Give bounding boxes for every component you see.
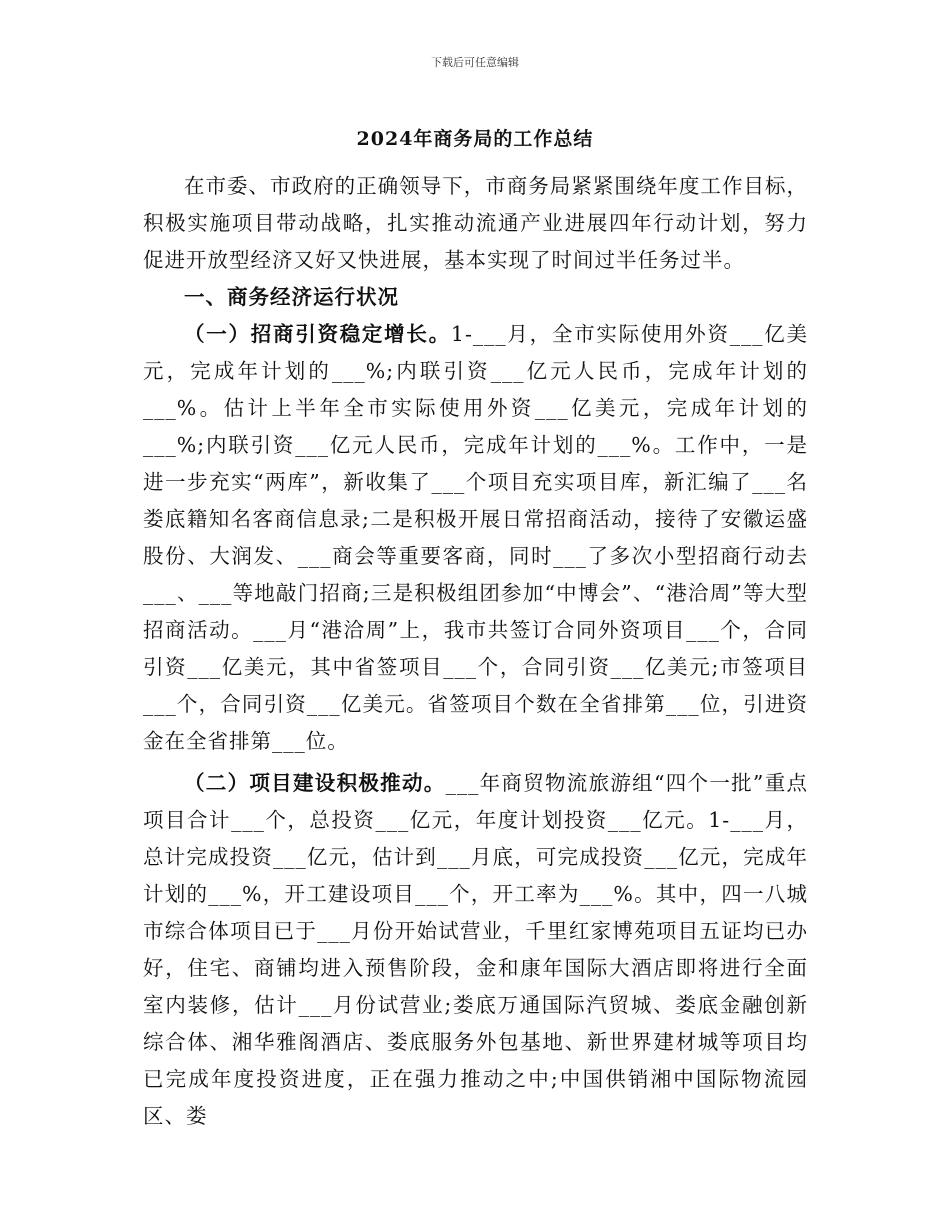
paragraph-lead: （一）招商引资稳定增长。 <box>184 322 451 346</box>
document-title: 2024年商务局的工作总结 <box>356 128 594 150</box>
paragraph-lead: （二）项目建设积极推动。 <box>184 771 446 795</box>
paragraph-projects <box>143 765 808 1135</box>
header-note: 下载后可任意编辑 <box>431 56 519 69</box>
paragraph-investment <box>143 316 808 760</box>
intro-paragraph: 在市委、市政府的正确领导下，市商务局紧紧围绕年度工作目标，积极实施项目带动战略，扎实推动流通产业进展四年行动计划，努力促进开放型经济又好又快进展，基本实现了时间过半任务过半。 <box>143 174 808 272</box>
paragraph-text: 1-___月，全市实际使用外资___亿美元，完成年计划的___%;内联引资___亿元人民币，完成年计划的___%。估计上半年全市实际使用外资___亿美元，完成年计划的___%;内联引资___亿元人民币，完成年计划的___%。工作中，一是进一步充实“两库”，新收集了___个项目充实项目库，新汇编了___名娄底籍知名客商信息录;二是积极开展日常招商活动，接待了安徽运盛股份、大润发、___商会等重要客商，同时___了多次小型招商行动去___、___等地敲门招商;三是积极组团参加“中博会”、“港洽周”等大型招商活动。___月“港洽周”上，我市共签订合同外资项目___个，合同引资___亿美元，其中省签项目___个，合同引资___亿美元;市签项目___个，合同引资___亿美元。省签项目个数在全省排第___位，引进资金在全省排第___位。 <box>143 322 809 753</box>
paragraph-text: ___年商贸物流旅游组“四个一批”重点项目合计___个，总投资___亿元，年度计划投资___亿元。1-___月，总计完成投资___亿元，估计到___月底，可完成投资___亿元，完成年计划的___%，开工建设项目___个，开工率为___%。其中，四一八城市综合体项目已于___月份开始试营业，千里红家博苑项目五证均已办好，住宅、商铺均进入预售阶段，金和康年国际大酒店即将进行全面室内装修，估计___月份试营业;娄底万通国际汽贸城、娄底金融创新综合体、湘华雅阁酒店、娄底服务外包基地、新世界建材城等项目均已完成年度投资进度，正在强力推动之中;中国供销湘中国际物流园区、娄 <box>143 771 809 1128</box>
document-body <box>143 168 808 1135</box>
section-heading: 一、商务经济运行状况 <box>184 285 399 309</box>
